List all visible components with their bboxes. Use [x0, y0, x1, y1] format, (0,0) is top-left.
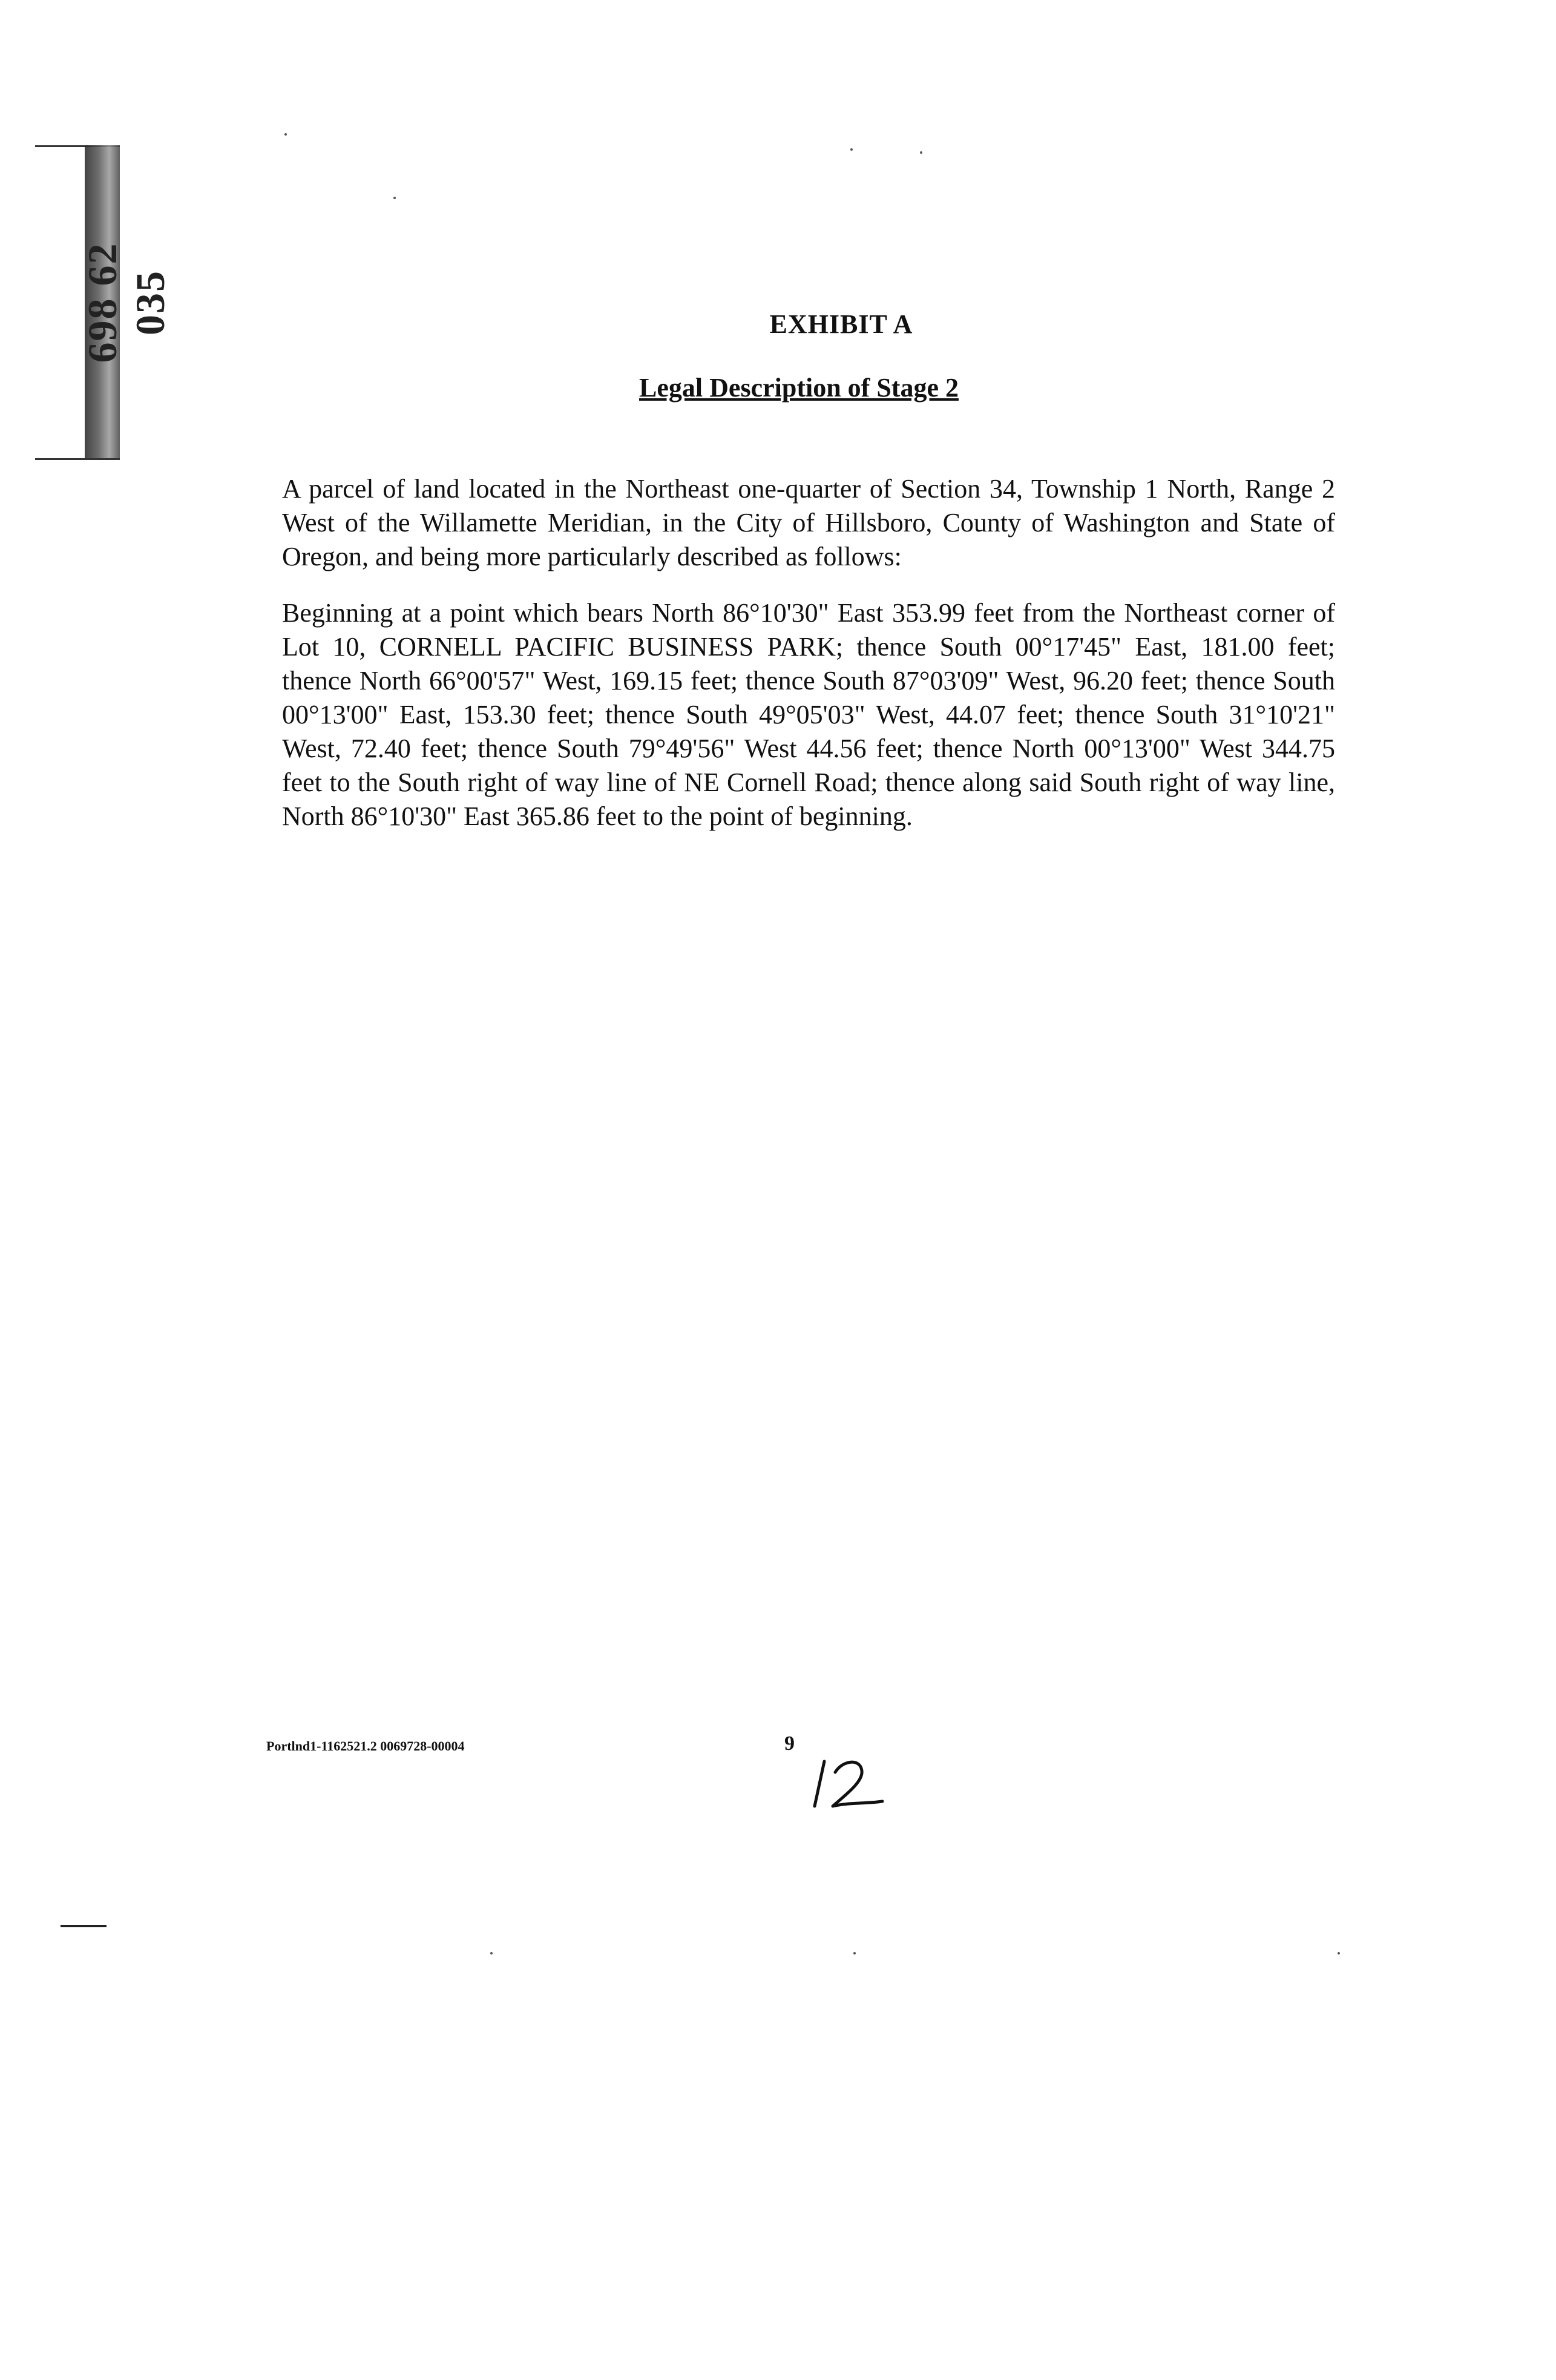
scan-speck	[853, 1952, 856, 1954]
recording-stamp-text: 698 62 035	[79, 242, 173, 363]
scan-speck	[920, 151, 922, 154]
scan-speck	[1338, 1952, 1340, 1954]
handwritten-page-number	[811, 1743, 896, 1816]
scan-speck	[284, 133, 287, 136]
metes-and-bounds-paragraph: Beginning at a point which bears North 86°10'30" East 353.99 feet from the Northeast corner of Lot 10, CORNELL PACIFIC BUSINESS PARK; thence South 00°17'45" East, 181.00 feet; thence North 66°00'57" West, 169.15 feet; thence South 87°03'09" West, 96.20 feet; thence South 00°13'00" East, 153.30 feet; thence South 49°05'03" West, 44.07 feet; thence South 31°10'21" West, 72.40 feet; thence South 79°49'56" West 44.56 feet; thence North 00°13'00" West 344.75 feet to the South right of way line of NE Cornell Road; thence along said South right of way line, North 86°10'30" East 365.86 feet to the point of beginning.	[282, 598, 1335, 831]
scan-speck	[393, 197, 396, 199]
stamp-divider-bottom	[35, 458, 120, 460]
page-number: 9	[784, 1732, 795, 1755]
legal-description-subheading: Legal Description of Stage 2	[639, 373, 959, 403]
margin-dash	[61, 1925, 107, 1927]
footer-document-id: Portlnd1-1162521.2 0069728-00004	[266, 1738, 465, 1754]
exhibit-heading: EXHIBIT A	[769, 309, 913, 339]
scan-speck	[490, 1952, 493, 1954]
scan-speck	[850, 148, 853, 151]
parcel-paragraph: A parcel of land located in the Northeast one-quarter of Section 34, Township 1 North, Range 2 West of the Willamette Meridian, in the City of Hillsboro, County of Washington and State of Oregon, and being more particularly described as follows:	[282, 474, 1335, 571]
